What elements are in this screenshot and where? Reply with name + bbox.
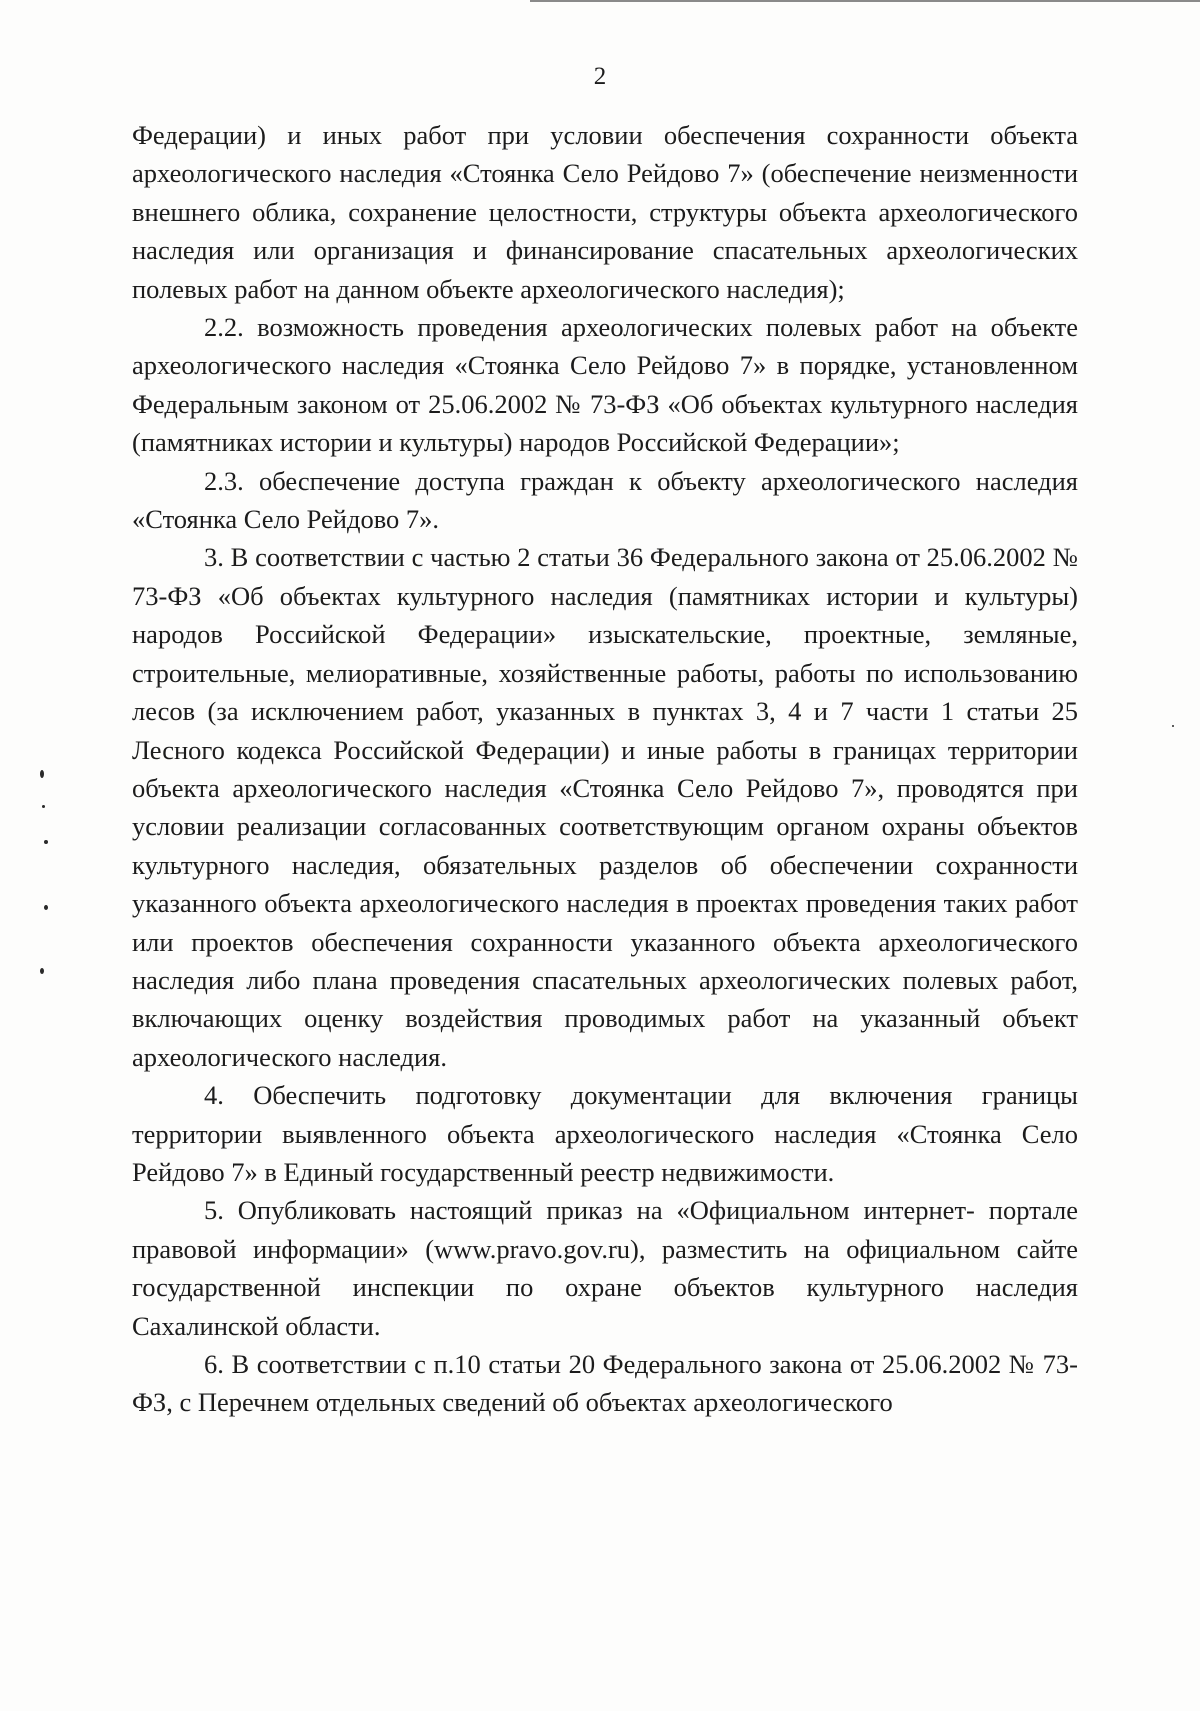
scan-speck [40, 770, 44, 778]
page-number: 2 [593, 63, 607, 90]
paragraph-5: 5. Опубликовать настоящий приказ на «Официальном интернет- портале правовой информации» (www.pravo.gov.ru), разместить на официальном сайте государственной инспекции по охране объектов культурного наследия Сахалинской области. [132, 1195, 1078, 1341]
scan-speck [44, 905, 48, 910]
scan-speck [44, 840, 48, 844]
paragraph-continuation: Федерации) и иных работ при условии обеспечения сохранности объекта археологического наследия «Стоянка Село Рейдово 7» (обеспечение неизменности внешнего облика, сохранение целостности, структуры объекта археологического наследия или организация и финансирование спасательных археологических полевых работ на данном объекте археологического наследия); [132, 120, 1078, 304]
scan-speck [1172, 725, 1174, 727]
paragraph-4: 4. Обеспечить подготовку документации для включения границы территории выявленного объекта археологического наследия «Стоянка Село Рейдово 7» в Единый государственный реестр недвижимости. [132, 1080, 1078, 1187]
top-edge-line [530, 0, 1200, 2]
document-body [132, 116, 1078, 1422]
paragraph-2-2: 2.2. возможность проведения археологических полевых работ на объекте археологического наследия «Стоянка Село Рейдово 7» в порядке, установленном Федеральным законом от 25.06.2002 № 73-ФЗ «Об объектах культурного наследия (памятниках истории и культуры) народов Российской Федерации»; [132, 312, 1078, 458]
paragraph-2-3: 2.3. обеспечение доступа граждан к объекту археологического наследия «Стоянка Село Рейдово 7». [132, 465, 1078, 535]
scan-speck [42, 805, 45, 808]
paragraph-3: 3. В соответствии с частью 2 статьи 36 Федерального закона от 25.06.2002 № 73-ФЗ «Об объектах культурного наследия (памятниках истории и культуры) народов Российской Федерации» изыскательские, проектные, земляные, строительные, мелиоративные, хозяйственные работы, работы по использованию лесов (за исключением работ, указанных в пунктах 3, 4 и 7 части 1 статьи 25 Лесного кодекса Российской Федерации) и иные работы в границах территории объекта археологического наследия «Стоянка Село Рейдово 7», проводятся при условии реализации согласованных соответствующим органом охраны объектов культурного наследия, обязательных разделов об обеспечении сохранности указанного объекта археологического наследия в проектах проведения таких работ или проектов обеспечения сохранности указанного объекта археологического наследия либо плана проведения спасательных археологических полевых работ, включающих оценку воздействия проводимых работ на указанный объект археологического наследия. [132, 542, 1078, 1072]
paragraph-6: 6. В соответствии с п.10 статьи 20 Федерального закона от 25.06.2002 № 73-ФЗ, с Перечнем отдельных сведений об объектах археологического [132, 1349, 1078, 1418]
scan-speck [40, 968, 44, 974]
